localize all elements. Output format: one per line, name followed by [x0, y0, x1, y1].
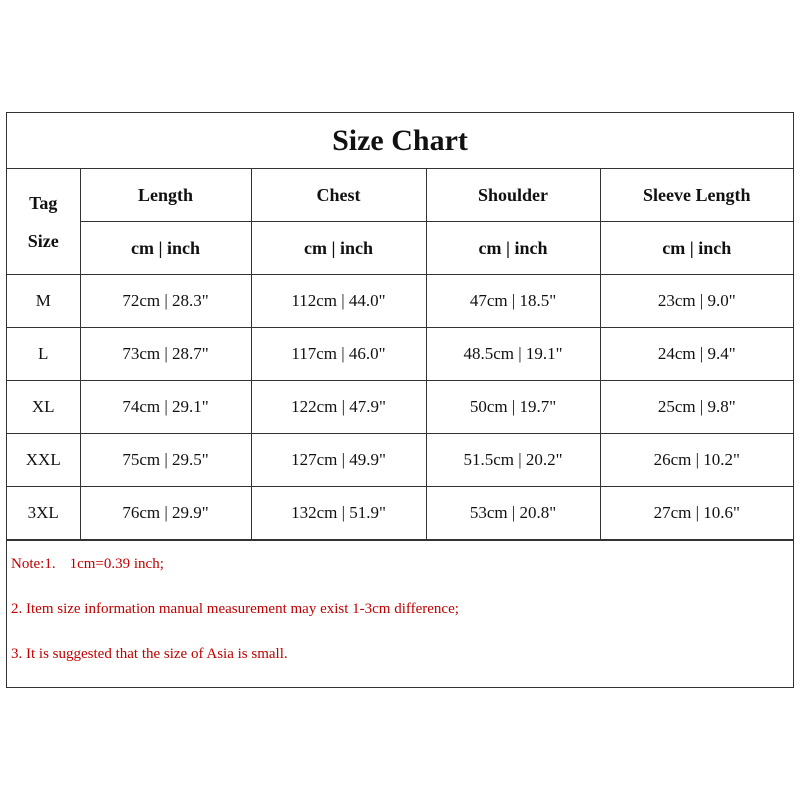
table-row — [7, 381, 793, 434]
chest-cell: 132cm | 51.9" — [251, 487, 426, 540]
chest-cell: 127cm | 49.9" — [251, 434, 426, 487]
sleeve-cell: 27cm | 10.6" — [600, 487, 793, 540]
sleeve-cell: 23cm | 9.0" — [600, 275, 793, 328]
table-unit-row — [7, 222, 793, 275]
length-cell: 73cm | 28.7" — [80, 328, 251, 381]
table-row — [7, 487, 793, 540]
column-header-sleeve-length: Sleeve Length — [600, 169, 793, 222]
table-row — [7, 275, 793, 328]
size-table — [7, 169, 793, 540]
unit-label: cm | inch — [600, 222, 793, 275]
sleeve-cell: 25cm | 9.8" — [600, 381, 793, 434]
column-header-shoulder: Shoulder — [426, 169, 600, 222]
length-cell: 75cm | 29.5" — [80, 434, 251, 487]
size-cell: L — [7, 328, 80, 381]
chest-cell: 122cm | 47.9" — [251, 381, 426, 434]
shoulder-cell: 47cm | 18.5" — [426, 275, 600, 328]
chest-cell: 112cm | 44.0" — [251, 275, 426, 328]
tag-size-header — [7, 169, 80, 275]
unit-label: cm | inch — [251, 222, 426, 275]
unit-label: cm | inch — [80, 222, 251, 275]
unit-label: cm | inch — [426, 222, 600, 275]
table-row — [7, 434, 793, 487]
tag-size-line1: Tag — [29, 192, 58, 213]
table-row — [7, 328, 793, 381]
shoulder-cell: 50cm | 19.7" — [426, 381, 600, 434]
table-header-row — [7, 169, 793, 222]
note-1-prefix: Note:1. — [11, 556, 56, 572]
note-3: 3. It is suggested that the size of Asia is small. — [11, 646, 288, 662]
shoulder-cell: 51.5cm | 20.2" — [426, 434, 600, 487]
tag-size-line2: Size — [27, 230, 59, 251]
length-cell: 76cm | 29.9" — [80, 487, 251, 540]
shoulder-cell: 53cm | 20.8" — [426, 487, 600, 540]
note-1-text: 1cm=0.39 inch; — [69, 556, 164, 572]
size-chart — [6, 112, 794, 688]
column-header-length: Length — [80, 169, 251, 222]
length-cell: 72cm | 28.3" — [80, 275, 251, 328]
sleeve-cell: 26cm | 10.2" — [600, 434, 793, 487]
size-cell: XXL — [7, 434, 80, 487]
chart-title: Size Chart — [7, 113, 793, 169]
note-1 — [11, 551, 793, 596]
notes-section — [7, 540, 793, 686]
sleeve-cell: 24cm | 9.4" — [600, 328, 793, 381]
shoulder-cell: 48.5cm | 19.1" — [426, 328, 600, 381]
column-header-chest: Chest — [251, 169, 426, 222]
size-cell: M — [7, 275, 80, 328]
size-cell: XL — [7, 381, 80, 434]
chest-cell: 117cm | 46.0" — [251, 328, 426, 381]
note-2: 2. Item size information manual measurement may exist 1-3cm difference; — [11, 601, 459, 617]
size-cell: 3XL — [7, 487, 80, 540]
length-cell: 74cm | 29.1" — [80, 381, 251, 434]
